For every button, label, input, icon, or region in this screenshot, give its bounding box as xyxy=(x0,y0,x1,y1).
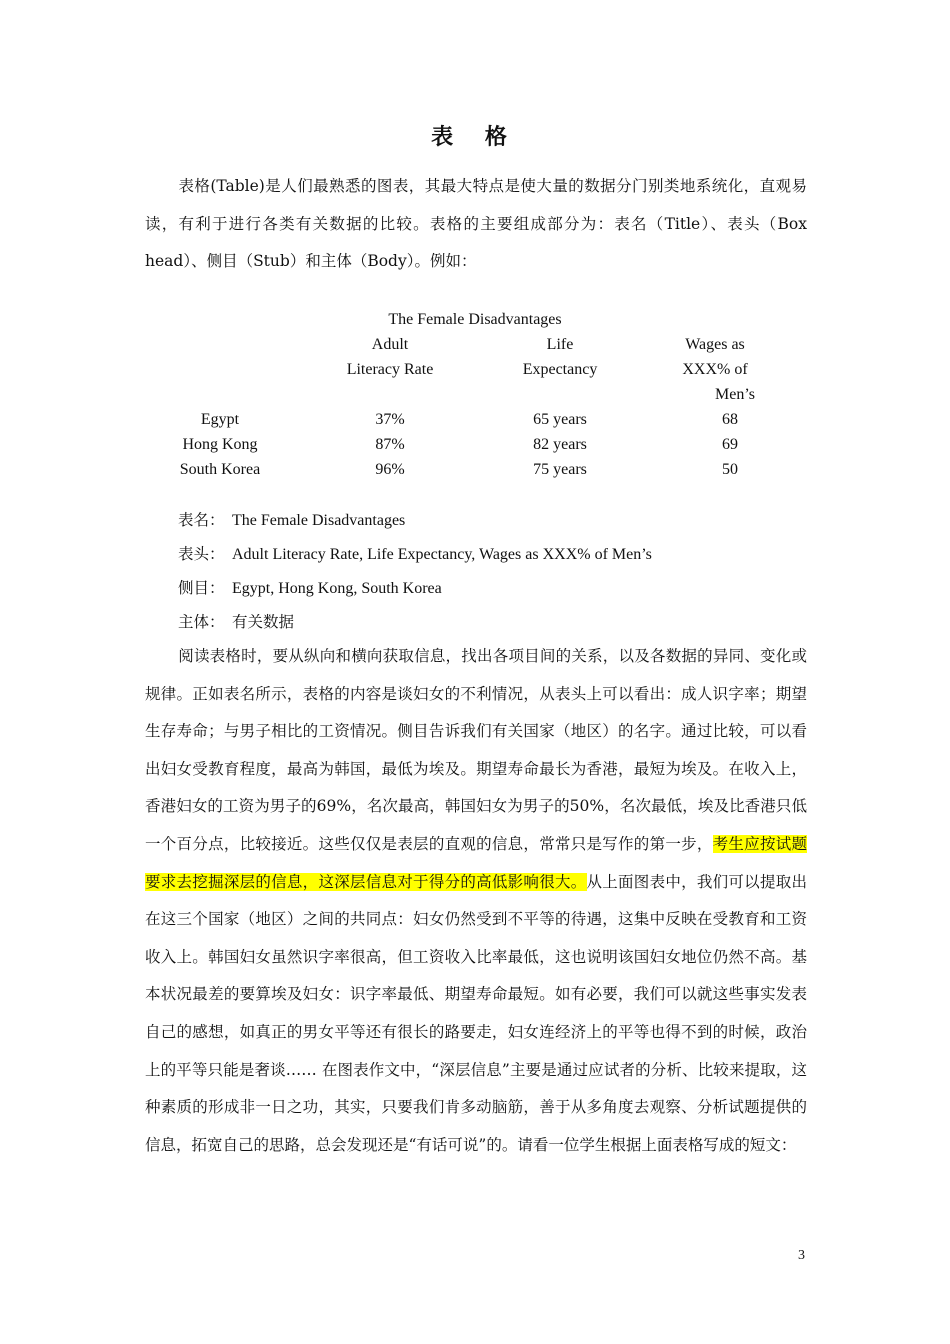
page-number: 3 xyxy=(798,1248,805,1263)
header-literacy-line2: Literacy Rate xyxy=(346,361,434,378)
definition-value: Egypt, Hong Kong, South Korea xyxy=(232,580,442,597)
header-life-line2: Expectancy xyxy=(522,361,598,378)
table-caption: The Female Disadvantages xyxy=(388,311,562,328)
definition-body xyxy=(178,607,294,637)
row-country: Hong Kong xyxy=(182,436,258,453)
page-title: 表 格 xyxy=(431,124,519,150)
row-life: 75 years xyxy=(533,461,587,478)
intro-text: 表格(Table)是人们最熟悉的图表，其最大特点是使大量的数据分门别类地系统化，直观易读，有利于进行各类有关数据的比较。表格的主要组成部分为：表名（Title）、表头（Box head）、侧目（Stub）和主体（Body）。例如： xyxy=(145,177,807,271)
definition-value: 有关数据 xyxy=(232,613,295,631)
highlighted-text: 考生应按试题要求去挖掘深层的信息，这深层信息对于得分的高低影响很大。 xyxy=(145,834,807,891)
body-paragraph xyxy=(145,638,807,1164)
row-country: Egypt xyxy=(200,411,240,428)
row-country: South Korea xyxy=(179,461,261,478)
body-text-part1: 阅读表格时，要从纵向和横向获取信息，找出各项目间的关系，以及各数据的异同、变化或规律。正如表名所示，表格的内容是谈妇女的不利情况，从表头上可以看出：成人识字率；期望生存寿命；与男子相比的工资情况。侧目告诉我们有关国家（地区）的名字。通过比较，可以看出妇女受教育程度，最高为韩国，最低为埃及。期望寿命最长为香港，最短为埃及。在收入上，香港妇女的工资为男子的69%，名次最高，韩国妇女为男子的50%，名次最低，埃及比香港只低一个百分点，比较接近。这些仅仅是表层的直观的信息，常常只是写作的第一步， xyxy=(145,647,807,853)
row-life: 82 years xyxy=(533,436,587,453)
row-literacy: 37% xyxy=(375,411,405,428)
header-wages-line1: Wages as xyxy=(685,336,745,353)
female-disadvantages-table xyxy=(145,307,807,487)
intro-paragraph xyxy=(145,168,807,281)
definition-value: Adult Literacy Rate, Life Expectancy, Wages as XXX% of Men’s xyxy=(232,546,652,563)
definition-term: 表名： xyxy=(178,511,225,529)
definition-title xyxy=(178,505,405,535)
header-life-line1: Life xyxy=(546,336,574,353)
row-wages: 68 xyxy=(722,411,738,428)
definition-stub xyxy=(178,573,442,603)
definition-value: The Female Disadvantages xyxy=(232,512,406,529)
header-literacy-line1: Adult xyxy=(371,336,409,353)
definition-boxhead xyxy=(178,539,652,569)
definition-term: 主体： xyxy=(178,613,225,631)
header-wages-line3: Men’s xyxy=(715,386,755,403)
row-wages: 69 xyxy=(722,436,738,453)
header-wages-line2: XXX% of xyxy=(682,361,748,378)
definition-term: 表头： xyxy=(178,545,225,563)
body-text-part2: 从上面图表中，我们可以提取出在这三个国家（地区）之间的共同点：妇女仍然受到不平等的待遇，这集中反映在受教育和工资收入上。韩国妇女虽然识字率很高，但工资收入比率最低，这也说明该国妇女地位仍然不高。基本状况最差的要算埃及妇女：识字率最低、期望寿命最短。如有必要，我们可以就这些事实发表自己的感想，如真正的男女平等还有很长的路要走，妇女连经济上的平等也得不到的时候，政治上的平等只能是奢谈…… 在图表作文中，“深层信息”主要是通过应试者的分析、比较来提取，这种素质的形成非一日之功，其实，只要我们肯多动脑筋，善于从多角度去观察、分析试题提供的信息，拓宽自己的思路，总会发现还是“有话可说”的。请看一位学生根据上面表格写成的短文： xyxy=(145,872,807,1154)
definition-term: 侧目： xyxy=(178,579,225,597)
row-wages: 50 xyxy=(722,461,738,478)
row-literacy: 87% xyxy=(375,436,405,453)
row-life: 65 years xyxy=(533,411,587,428)
row-literacy: 96% xyxy=(375,461,405,478)
